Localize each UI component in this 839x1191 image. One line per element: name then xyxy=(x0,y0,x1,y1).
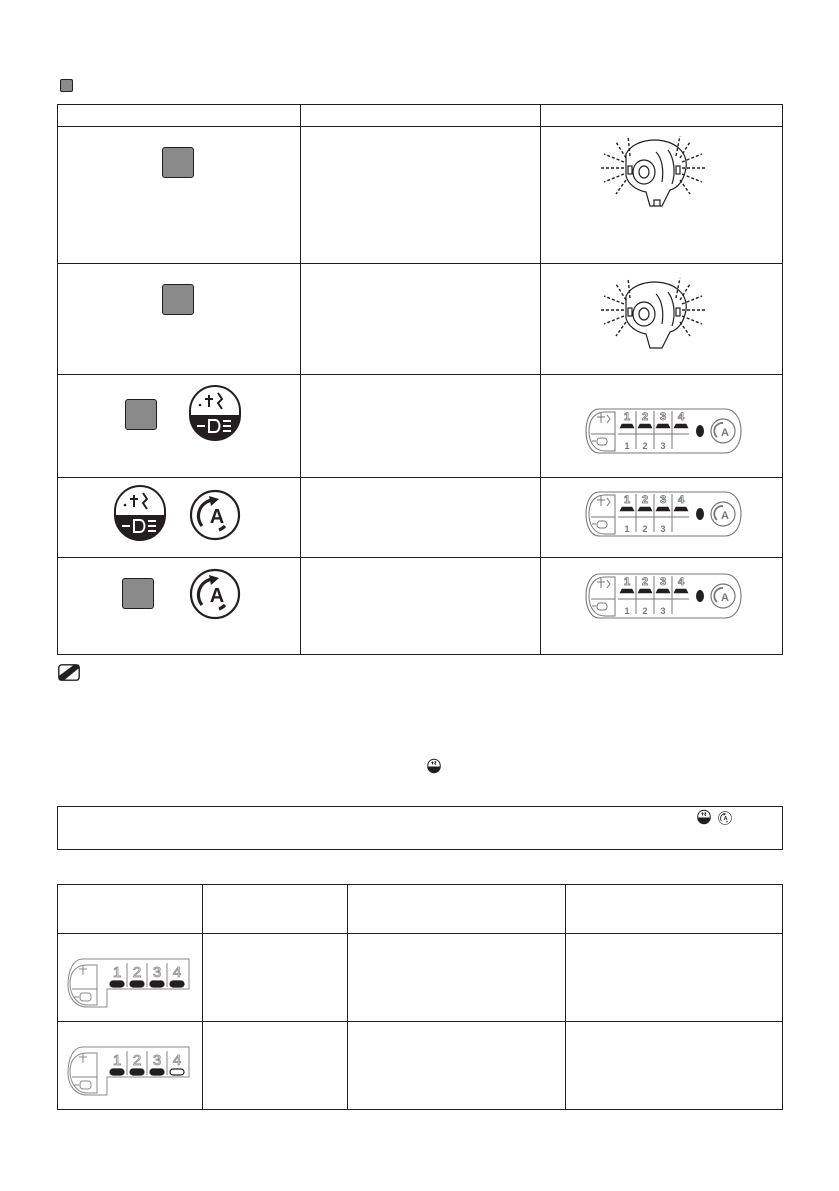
svg-text:2: 2 xyxy=(641,494,649,506)
svg-text:1: 1 xyxy=(624,606,630,616)
gray-button-icon xyxy=(122,578,154,609)
light-mode-button-icon xyxy=(189,385,241,441)
svg-text:A: A xyxy=(209,585,225,607)
light-mode-button-icon xyxy=(114,485,166,541)
assist-mode-inline-icon xyxy=(718,811,732,825)
assist-mode-button-icon xyxy=(189,569,241,619)
svg-text:3: 3 xyxy=(152,1052,162,1069)
gray-button-icon xyxy=(162,147,194,178)
svg-text:A: A xyxy=(721,592,729,604)
svg-text:3: 3 xyxy=(659,494,667,506)
svg-text:2: 2 xyxy=(132,964,142,981)
svg-text:1: 1 xyxy=(623,576,631,588)
switch-panel-icon xyxy=(585,486,742,543)
assist-mode-button-icon xyxy=(189,490,241,540)
svg-text:3: 3 xyxy=(660,606,666,616)
svg-text:1: 1 xyxy=(112,964,122,981)
svg-text:3: 3 xyxy=(659,411,667,423)
gray-button-icon xyxy=(162,284,194,315)
svg-text:A: A xyxy=(721,510,729,522)
svg-text:1: 1 xyxy=(624,524,630,534)
flashing-led-tool-icon xyxy=(598,274,708,352)
svg-text:4: 4 xyxy=(172,964,182,981)
svg-text:4: 4 xyxy=(172,1052,182,1069)
svg-text:2: 2 xyxy=(642,606,648,616)
svg-text:3: 3 xyxy=(660,524,666,534)
svg-text:3: 3 xyxy=(660,441,666,451)
svg-text:2: 2 xyxy=(132,1052,142,1069)
legend-gray-square-icon xyxy=(60,79,73,92)
svg-text:1: 1 xyxy=(623,411,631,423)
switch-panel-icon xyxy=(585,568,742,625)
svg-text:3: 3 xyxy=(659,576,667,588)
svg-text:4: 4 xyxy=(677,576,685,588)
svg-text:2: 2 xyxy=(642,524,648,534)
svg-text:A: A xyxy=(723,816,728,823)
light-mode-inline-icon xyxy=(427,759,441,773)
light-mode-inline-icon xyxy=(697,810,711,824)
svg-text:4: 4 xyxy=(677,494,685,506)
switch-panel-icon xyxy=(585,403,742,460)
svg-text:A: A xyxy=(721,427,729,439)
svg-text:1: 1 xyxy=(623,494,631,506)
svg-text:4: 4 xyxy=(677,411,685,423)
svg-text:1: 1 xyxy=(624,441,630,451)
svg-text:2: 2 xyxy=(641,411,649,423)
svg-text:1: 1 xyxy=(112,1052,122,1069)
boxed-note xyxy=(57,806,783,850)
gray-button-icon xyxy=(125,399,157,430)
speed-led-panel-3 xyxy=(67,1045,192,1097)
svg-text:3: 3 xyxy=(152,964,162,981)
svg-text:A: A xyxy=(209,506,225,528)
speed-led-panel-4 xyxy=(67,957,192,1009)
svg-text:2: 2 xyxy=(641,576,649,588)
note-pencil-icon xyxy=(58,664,80,681)
svg-text:2: 2 xyxy=(642,441,648,451)
flashing-led-tool-icon xyxy=(598,132,708,210)
